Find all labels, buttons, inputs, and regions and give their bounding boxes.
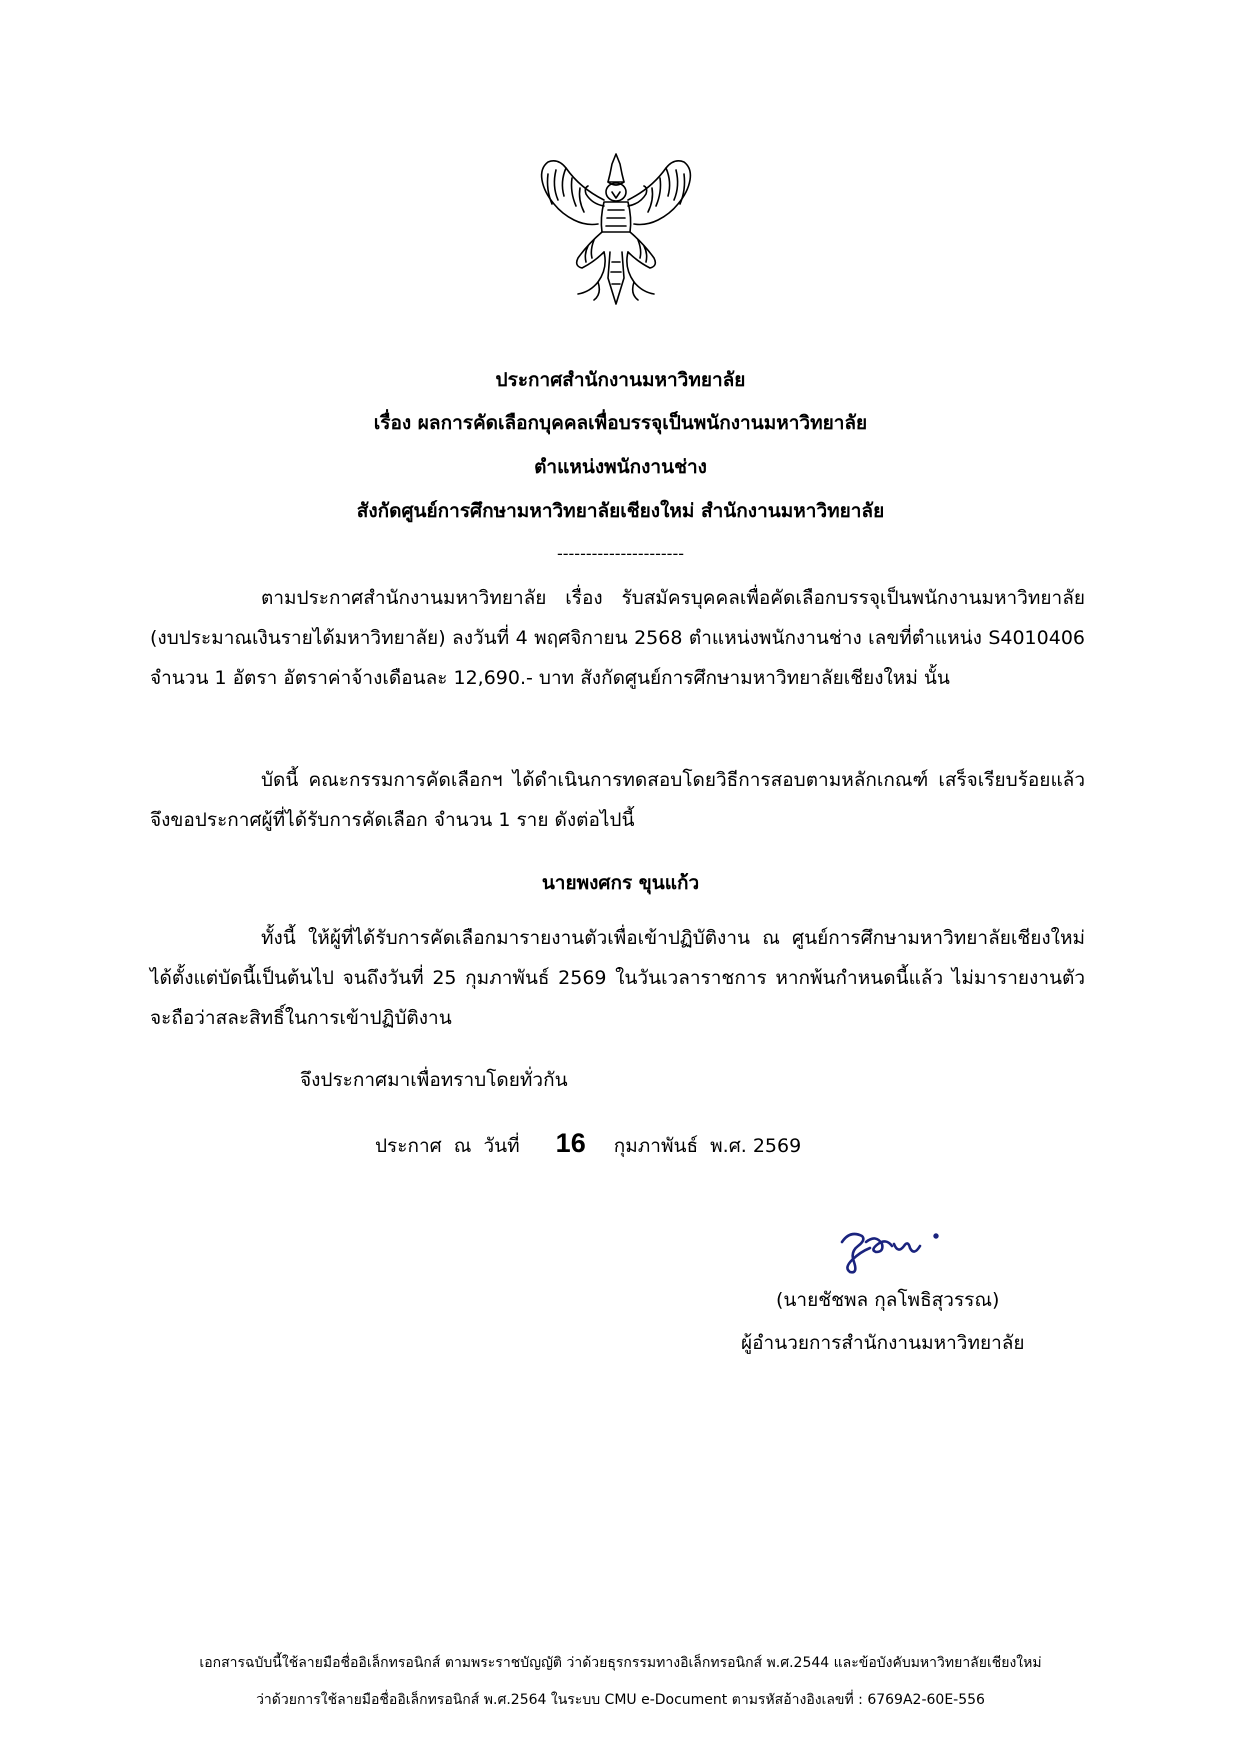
date-suffix: กุมภาพันธ์ พ.ศ. 2569 (613, 1135, 802, 1157)
date-day: 16 (555, 1128, 586, 1158)
date-prefix: ประกาศ ณ วันที่ (375, 1135, 520, 1157)
selected-candidate-name: นายพงศกร ขุนแก้ว (541, 872, 700, 894)
footer-disclaimer-line1: เอกสารฉบับนี้ใช้ลายมือชื่ออิเล็กทรอนิกส์ ตามพระราชบัญญัติ ว่าด้วยธุรกรรมทางอิเล็กทรอนิกส์ พ.ศ.2544 และข้อบังคับมหาวิทยาลัยเชียงใหม่ (199, 1655, 1042, 1671)
paragraph-reporting-instructions: ทั้งนี้ ให้ผู้ที่ได้รับการคัดเลือกมารายงานตัวเพื่อเข้าปฏิบัติงาน ณ ศูนย์การศึกษามหาวิทยาลัยเชียงใหม่ ได้ตั้งแต่บัดนี้เป็นต้นไป จนถึงวันที่ 25 กุมภาพันธ์ 2569 ในวันเวลาราชการ หากพ้นกำหนดนี้แล้ว ไม่มารายงานตัวจะถือว่าสละสิทธิ์ในการเข้าปฏิบัติงาน (150, 927, 1085, 1029)
signer-name: (นายชัชพล กุลโพธิสุวรรณ) (776, 1289, 1000, 1311)
paragraph-result: บัดนี้ คณะกรรมการคัดเลือกฯ ได้ดำเนินการทดสอบโดยวิธีการสอบตามหลักเกณฑ์ เสร็จเรียบร้อยแล้ว จึงขอประกาศผู้ที่ได้รับการคัดเลือก จำนวน 1 ราย ดังต่อไปนี้ (150, 769, 1085, 831)
closing-statement: จึงประกาศมาเพื่อทราบโดยทั่วกัน (300, 1069, 568, 1091)
paragraph-reference: ตามประกาศสำนักงานมหาวิทยาลัย เรื่อง รับสมัครบุคคลเพื่อคัดเลือกบรรจุเป็นพนักงานมหาวิทยาลัย (งบประมาณเงินรายได้มหาวิทยาลัย) ลงวันที่ 4 พฤศจิกายน 2568 ตำแหน่งพนักงานช่าง เลขที่ตำแหน่ง S4010406 จำนวน 1 อัตรา อัตราค่าจ้างเดือนละ 12,690.- บาท สังกัดศูนย์การศึกษามหาวิทยาลัยเชียงใหม่ นั้น (150, 587, 1085, 689)
affiliation-line: สังกัดศูนย์การศึกษามหาวิทยาลัยเชียงใหม่ สำนักงานมหาวิทยาลัย (356, 500, 885, 522)
announcement-title: ประกาศสำนักงานมหาวิทยาลัย (495, 369, 746, 391)
footer-disclaimer-line2: ว่าด้วยการใช้ลายมือชื่ออิเล็กทรอนิกส์ พ.ศ.2564 ในระบบ CMU e-Document ตามรหัสอ้างอิงเลขที่ : 6769A2-60E-556 (256, 1692, 985, 1708)
signer-title: ผู้อำนวยการสำนักงานมหาวิทยาลัย (741, 1332, 1025, 1354)
handwritten-signature (836, 1222, 956, 1278)
header-divider: ---------------------- (556, 544, 684, 563)
garuda-emblem-icon (528, 148, 704, 308)
announcement-subject: เรื่อง ผลการคัดเลือกบุคคลเพื่อบรรจุเป็นพนักงานมหาวิทยาลัย (373, 412, 868, 434)
position-title: ตำแหน่งพนักงานช่าง (534, 456, 707, 478)
announcement-date (375, 1128, 801, 1161)
